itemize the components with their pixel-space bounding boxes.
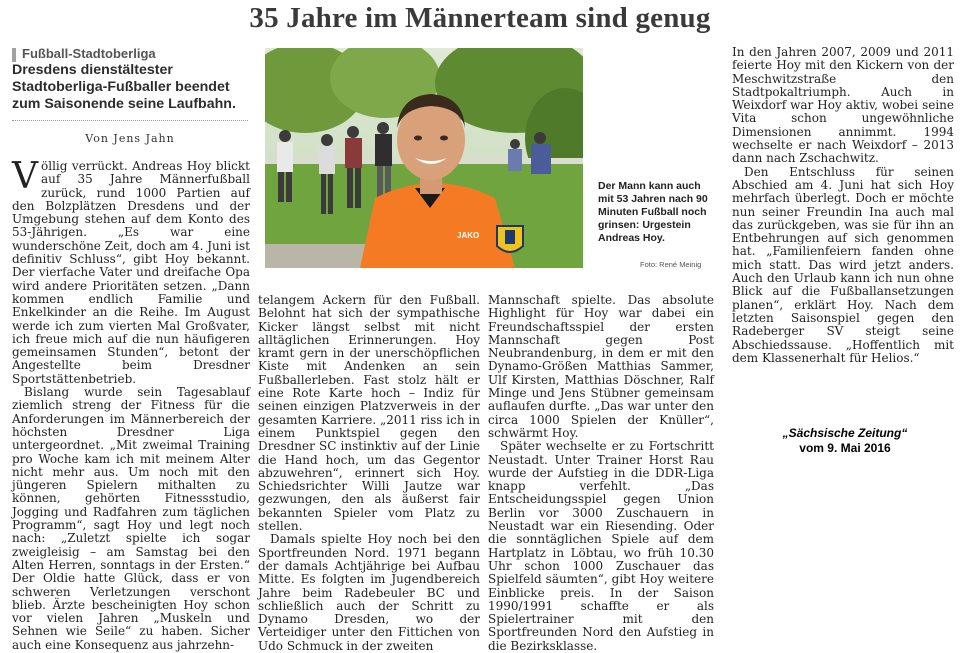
paragraph: Mannschaft spielte. Das absolute Highlight für Hoy war dabei ein Freundschaftsspiel der ersten Mannschaft gegen Post Neubrandenburg, in dem er mit den Dynamo-Größen Matthias Sammer, Ulf Kirsten, Matthias Döschner, Ralf Minge und Jens Stübner gemeinsam auflaufen durfte. „Das war unter den circa 1000 Spielen der Knüller“, schwärmt Hoy. [488,293,714,440]
article-column-4 [732,45,954,365]
photo-caption: Der Mann kann auch mit 53 Jahren nach 90 Minuten Fußball noch grinsen: Urgestein Andreas Hoy. [598,180,708,244]
source-date: vom 9. Mai 2016 [799,441,891,455]
kicker: Fußball-Stadtoberliga [22,46,156,61]
drop-cap: V [12,156,38,197]
paragraph: Den Entschluss für seinen Abschied am 4. Juni hat sich Hoy mehrfach überlegt. Doch er möchte nun seiner Freundin Ina auch mal das zurückgeben, was sie für ihn an Entbehrungen auf sich genommen hat. „Familienfeiern fanden ohne mich statt. Das wird jetzt anders. Auch den Urlaub kann ich nun ohne Blick auf die Fußballansetzungen planen“, erklärt Hoy. Nach dem letzten Saisonspiel gegen den Radeberger SV steigt seine Abschiedssause. „Hoffentlich mit dem Klassenerhalt für Helios.“ [732,164,954,365]
paragraph [12,156,250,386]
player-photo [265,48,583,268]
article-column-1 [12,156,250,652]
paragraph: Bislang wurde sein Tagesablauf ziemlich streng der Fitness für die Anforderungen im Männerbereich der höchsten Dresdner Liga untergeordnet. „Mit zweimal Training pro Woche kam ich mit meinem Alter nicht mehr aus. Um noch mit den jüngeren Spielern mithalten zu können, gehörten Fitnessstudio, Jogging und Radfahren zum täglichen Programm“, sagt Hoy und legt noch nach: „Zuletzt spielte ich sogar zweigleisig – am Samstag bei den Alten Herren, sonntags in der Ersten.“ Der Oldie hatte Glück, dass er von schweren Verletzungen verschont blieb. Ärzte bescheinigten Hoy schon vor vielen Jahren „Muskeln und Sehnen wie Seile“ zu haben. Sicher auch eine Konsequenz aus jahrzehn- [12,385,250,652]
article-column-2 [258,293,480,653]
paragraph: Später wechselte er zu Fortschritt Neustadt. Unter Trainer Horst Rau wurde der Aufstieg in die DDR-Liga knapp verfehlt. „Das Entscheidungsspiel gegen Union Berlin vor 3000 Zuschauern in Neustadt war ein Riesending. Oder die sonntäglichen Spiele auf dem Hartplatz in Löbtau, wo früh 10.30 Uhr schon 1000 Zuschauer das Spielfeld säumten“, gibt Hoy weitere Einblicke preis. In der Saison 1990/1991 schaffte er als Spielertrainer mit den Sportfreunden Nord den Aufstieg in die Bezirksklasse. [488,439,714,653]
article-column-3 [488,293,714,653]
photo-credit: Foto: René Meinig [640,260,702,269]
divider [12,120,248,122]
source-newspaper: „Sächsische Zeitung“ [782,426,908,440]
subheadline: Dresdens dienstältester Stadtoberliga-Fußballer beendet zum Saisonende seine Laufbahn. [12,62,236,112]
paragraph: telangem Ackern für den Fußball. Belohnt hat sich der sympathische Kicker längst selbst mit nicht alltäglichen Erinnerungen. Hoy kramt gern in der unerschöpflichen Kiste mit Andenken an sein Fußballerleben. Fast stolz hält er eine Rote Karte hoch – Indiz für seinen einzigen Platzverweis in der gesamten Karriere. „2011 riss ich in einem Punktspiel gegen den Dresdner SC instinktiv auf der Linie die Hand hoch, um das Gegentor abzuwehren“, erinnert sich Hoy. Schiedsrichter Willi Jautze war gezwungen, den als äußerst fair bekannten Spieler vom Platz zu stellen. [258,293,480,534]
headline: 35 Jahre im Männerteam sind genug [249,2,711,34]
paragraph: In den Jahren 2007, 2009 und 2011 feierte Hoy mit den Kickern von der Meschwitzstraße den Stadtpokaltriumph. Auch in Weixdorf war Hoy aktiv, wobei seine Vita schon ungewöhnliche Dimensionen annimmt. 1994 wechselte er nach Weixdorf – 2013 dann nach Zschachwitz. [732,45,954,166]
svg-text:JAKO: JAKO [457,231,480,240]
paragraph-text: öllig verrückt. Andreas Hoy blickt auf 35 Jahre Männerfußball zurück, rund 1000 Partien auf den Bolzplätzen Dresdens und der Umgebung stehen auf dem Konto des 53-Jährigen. „Es war eine wunderschöne Zeit, doch am 4. Juni ist definitiv Schluss“, gibt Hoy bekannt. Der vierfache Vater und dreifache Opa wird andere Prioritäten setzen. „Dann kommen endlich Familie und Enkelkinder an die Reihe. Im August werde ich zum vierten Mal Großvater, ich freue mich auf die nun häufigeren gemeinsamen Stunden“, betont der Angestellte beim Dresdner Sportstättenbetrieb. [12,159,250,386]
kicker-rule [12,48,16,62]
byline: Von Jens Jahn [85,132,175,145]
source-note [760,426,930,456]
paragraph: Damals spielte Hoy noch bei den Sportfreunden Nord. 1971 begann der damals Achtjährige bei Aufbau Mitte. Es folgten im Jugendbereich Jahre beim Radebeuler BC und schließlich auch der Schritt zu Dynamo Dresden, wo der Verteidiger unter den Fittichen von Udo Schmuck in der zweiten [258,532,480,653]
